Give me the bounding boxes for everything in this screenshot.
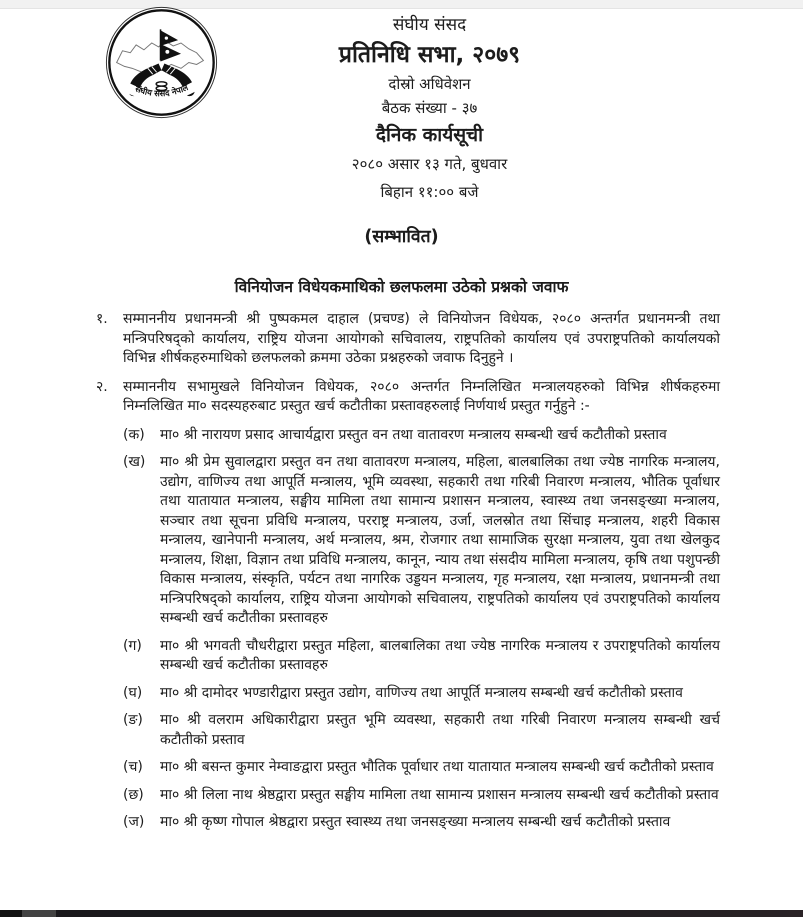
org-name: संघीय संसद — [392, 15, 467, 35]
subitem-marker: (क) — [123, 426, 145, 443]
agenda-item-1 — [96, 310, 720, 369]
subitem-marker: (ज) — [123, 814, 145, 830]
seal-caption: संघीय संसद नेपाल — [133, 82, 190, 99]
parliament-seal — [103, 4, 220, 121]
subitem-text: मा० श्री नारायण प्रसाद आचार्यद्वारा प्रस्तुत वन तथा वातावरण मन्त्रालय सम्बन्धी खर्च कटौतीको प्रस्ताव — [160, 426, 667, 443]
subitem-marker: (ङ) — [123, 712, 143, 728]
date-line: २०८० असार १३ गते, बुधवार — [351, 155, 508, 173]
subitem-marker: (ख) — [123, 454, 146, 470]
subitem-cha — [123, 758, 720, 778]
assembly-title: प्रतिनिधि सभा, २०७९ — [338, 42, 521, 68]
subitem-kha — [123, 453, 720, 629]
section-heading: विनियोजन विधेयकमाथिको छलफलमा उठेको प्रश्नको जवाफ — [234, 278, 569, 296]
subitem-ga — [123, 637, 720, 676]
subitem-text: मा० श्री दामोदर भण्डारीद्वारा प्रस्तुत उद्योग, वाणिज्य तथा आपूर्ति मन्त्रालय सम्बन्धी खर्च कटौतीको प्रस्ताव — [160, 684, 683, 701]
agenda-item-2 — [96, 378, 720, 417]
tentative-label: (सम्भावित) — [364, 227, 439, 247]
item-marker: १. — [96, 311, 108, 327]
subitem-text: मा० श्री प्रेम सुवालद्वारा प्रस्तुत वन तथा वातावरण मन्त्रालय, महिला, बालबालिका तथा ज्येष्ठ नागरिक मन्त्रालय, उद्योग, वाणिज्य तथा आपूर्ति मन्त्रालय, भूमि व्यवस्था, सहकारी तथा गरिबी निवारण मन्त्रालय, भौतिक पूर्वाधार तथा यातायात मन्त्रालय, सङ्घीय मामिला तथा सामान्य प्रशासन मन्त्रालय, स्वास्थ्य तथा जनसङ्ख्या मन्त्रालय, सञ्चार तथा सूचना प्रविधि मन्त्रालय, परराष्ट्र मन्त्रालय, उर्जा, जलस्रोत तथा सिंचाइ मन्त्रालय, शहरी विकास मन्त्रालय, खानेपानी मन्त्रालय, अर्थ मन्त्रालय, श्रम, रोजगार तथा सामाजिक सुरक्षा मन्त्रालय, युवा तथा खेलकुद मन्त्रालय, शिक्षा, विज्ञान तथा प्रविधि मन्त्रालय, कानून, न्याय तथा संसदीय मामिला मन्त्रालय, कृषि तथा पशुपन्छी विकास मन्त्रालय, संस्कृति, पर्यटन तथा नागरिक उड्डयन मन्त्रालय, गृह मन्त्रालय, रक्षा मन्त्रालय, प्रधानमन्त्री तथा मन्त्रिपरिषद्को कार्यालय, राष्ट्रिय योजना आयोगको सचिवालय, राष्ट्रपतिको कार्यालय एवं उपराष्ट्रपतिको कार्यालय सम्बन्धी खर्च कटौतीका प्रस्तावहरु — [160, 454, 721, 626]
time-line: बिहान ११:०० बजे — [380, 183, 479, 201]
subitem-marker: (च) — [123, 759, 143, 775]
agenda-list — [96, 310, 720, 833]
meeting-number: बैठक संख्या - ३७ — [381, 99, 478, 117]
subitem-chha — [123, 786, 720, 806]
subitem-marker: (घ) — [123, 684, 143, 701]
subitem-ka — [123, 426, 720, 446]
subitem-text: मा० श्री वलराम अधिकारीद्वारा प्रस्तुत भूमि व्यवस्था, सहकारी तथा गरिबी निवारण मन्त्रालय सम्बन्धी खर्च कटौतीको प्रस्ताव — [160, 712, 720, 748]
bottom-window-edge — [0, 910, 803, 917]
subitem-ja — [123, 813, 720, 833]
subitem-marker: (ग) — [123, 637, 142, 654]
item-text: सम्माननीय प्रधानमन्त्री श्री पुष्पकमल दाहाल (प्रचण्ड) ले विनियोजन विधेयक, २०८० अन्तर्गत प्रधानमन्त्री तथा मन्त्रिपरिषद्को कार्यालय, राष्ट्रिय योजना आयोगको सचिवालय, राष्ट्रपतिको कार्यालय एवं उपराष्ट्रपतिको कार्यालयको विभिन्न शीर्षकहरुमाथिको छलफलको क्रममा उठेका प्रश्नहरुको जवाफ दिनुहुने । — [123, 311, 720, 366]
subitem-text: मा० श्री कृष्ण गोपाल श्रेष्ठद्वारा प्रस्तुत स्वास्थ्य तथा जनसङ्ख्या मन्त्रालय सम्बन्धी खर्च कटौतीको प्रस्ताव — [160, 814, 671, 830]
subitem-marker: (छ) — [123, 786, 144, 803]
agenda-subitems — [96, 426, 720, 833]
item-text: सम्माननीय सभामुखले विनियोजन विधेयक, २०८० अन्तर्गत निम्नलिखित मन्त्रालयहरुको विभिन्न शीर्षकहरुमा निम्नलिखित मा० सदस्यहरुबाट प्रस्तुत खर्च कटौतीका प्रस्तावहरुलाई निर्णयार्थ प्रस्तुत गर्नुहुने :- — [123, 378, 720, 414]
doc-title: दैनिक कार्यसूची — [375, 124, 484, 146]
subitem-gha — [123, 684, 720, 704]
session-line: दोस्रो अधिवेशन — [388, 75, 471, 93]
subitem-text: मा० श्री लिला नाथ श्रेष्ठद्वारा प्रस्तुत सङ्घीय मामिला तथा सामान्य प्रशासन मन्त्रालय सम्बन्धी खर्च कटौतीको प्रस्ताव — [160, 786, 719, 803]
item-marker: २. — [96, 378, 108, 395]
subitem-text: मा० श्री भगवती चौधरीद्वारा प्रस्तुत महिला, बालबालिका तथा ज्येष्ठ नागरिक मन्त्रालय र उपराष्ट्रपतिको कार्यालय सम्बन्धी खर्च कटौतीका प्रस्तावहरु — [160, 637, 720, 673]
subitem-text: मा० श्री बसन्त कुमार नेम्वाङद्वारा प्रस्तुत भौतिक पूर्वाधार तथा यातायात मन्त्रालय सम्बन्धी खर्च कटौतीको प्रस्ताव — [160, 759, 714, 775]
subitem-nga — [123, 711, 720, 750]
